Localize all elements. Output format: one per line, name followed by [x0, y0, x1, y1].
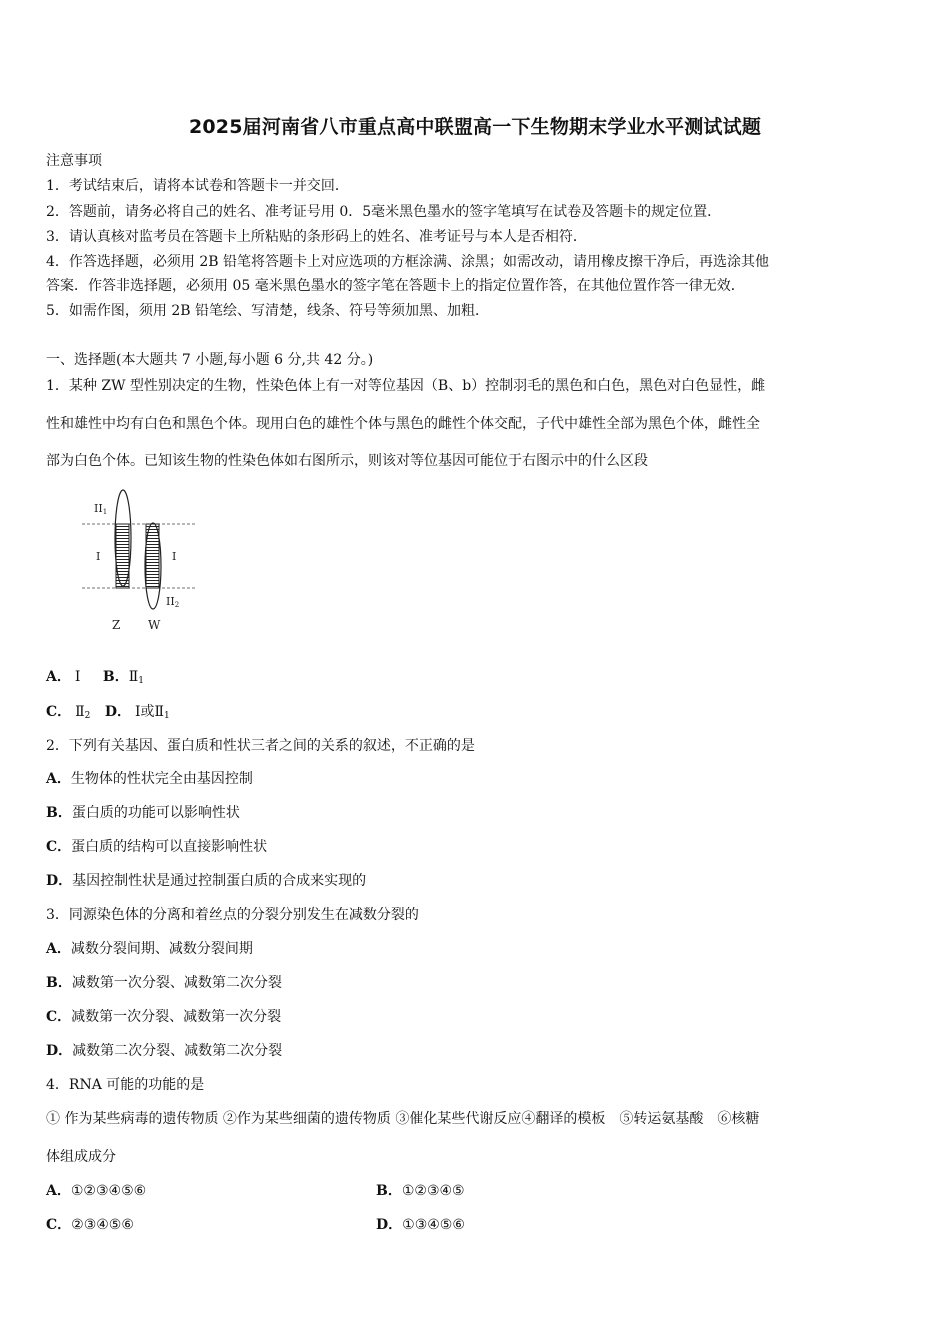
option-text: ①③④⑤⑥: [402, 1217, 465, 1233]
q3-stem: 3．同源染色体的分离和着丝点的分裂分别发生在减数分裂的: [46, 907, 419, 923]
q1-stem-line: 1．某种 ZW 型性别决定的生物，性染色体上有一对等位基因（B、b）控制羽毛的黑色和白色，黑色对白色显性，雌: [46, 378, 766, 394]
option-text: 减数第一次分裂、减数第二次分裂: [71, 975, 282, 991]
q1-options-row-1: [46, 668, 144, 690]
q3-option: [46, 940, 253, 958]
option-label: C．: [46, 839, 72, 855]
notice-item: 2．答题前，请务必将自己的姓名、准考证号用 0．5毫米黑色墨水的签字笔填写在试卷及答题卡的规定位置．: [46, 204, 722, 220]
option-d-label: D．: [104, 704, 131, 720]
q2-option: [46, 872, 366, 890]
q4-option: [46, 1216, 134, 1234]
option-a-text: Ⅰ: [74, 669, 81, 685]
option-label: D．: [376, 1217, 403, 1233]
page-title: 2025届河南省八市重点高中联盟高一下生物期末学业水平测试试题: [188, 116, 762, 138]
option-d-subscript: 1: [164, 711, 170, 721]
w-homologous-region: [146, 524, 159, 588]
q3-option: [46, 1042, 282, 1060]
option-text: 基因控制性状是通过控制蛋白质的合成来实现的: [72, 873, 367, 889]
q3-option: [46, 974, 282, 992]
q1-options-row-2: [46, 703, 170, 725]
option-c-text: Ⅱ: [75, 704, 85, 720]
option-label: D．: [46, 873, 73, 889]
option-label: B．: [46, 975, 72, 991]
q4-items-line: 体组成成分: [46, 1149, 116, 1165]
option-text: 蛋白质的结构可以直接影响性状: [71, 839, 268, 855]
notice-item: 4．作答选择题，必须用 2B 铅笔将答题卡上对应选项的方框涂满、涂黑；如需改动，请用橡皮擦干净后，再选涂其他: [46, 254, 769, 270]
notice-item: 1．考试结束后，请将本试卷和答题卡一并交回．: [46, 178, 349, 194]
option-label: A．: [46, 941, 71, 957]
section-heading: 一、选择题(本大题共 7 小题,每小题 6 分,共 42 分。): [46, 352, 374, 368]
q3-option: [46, 1008, 281, 1026]
option-label: A．: [46, 771, 71, 787]
notice-heading: 注意事项: [46, 153, 102, 169]
q1-stem-line: 性和雄性中均有白色和黑色个体。现用白色的雄性个体与黑色的雌性个体交配，子代中雄性全部为黑色个体，雌性全: [46, 416, 760, 432]
option-c-subscript: 2: [84, 711, 91, 721]
option-label: C．: [46, 1217, 72, 1233]
q2-option: [46, 838, 267, 856]
label-Z: Z: [112, 618, 121, 632]
label-W: W: [148, 618, 161, 632]
option-label: D．: [46, 1043, 73, 1059]
option-label: B．: [376, 1183, 402, 1199]
notice-item: 5．如需作图，须用 2B 铅笔绘、写清楚，线条、符号等须加黑、加粗．: [46, 303, 490, 319]
chromosome-diagram: [80, 486, 200, 636]
label-II2: II2: [166, 595, 180, 609]
q4-option: [376, 1182, 465, 1200]
z-homologous-region: [116, 524, 129, 588]
option-d-text: Ⅰ或Ⅱ: [135, 704, 165, 720]
option-text: 减数第二次分裂、减数第二次分裂: [72, 1043, 283, 1059]
q2-option: [46, 804, 240, 822]
option-text: ①②③④⑤: [401, 1183, 465, 1199]
option-label: A．: [46, 1183, 71, 1199]
option-b-label: B．: [102, 669, 129, 685]
option-text: 蛋白质的功能可以影响性状: [71, 805, 240, 821]
option-label: B．: [46, 805, 72, 821]
label-II1: II1: [94, 502, 108, 516]
q4-option: [46, 1182, 146, 1200]
option-text: 生物体的性状完全由基因控制: [70, 771, 253, 787]
option-text: ①②③④⑤⑥: [70, 1183, 147, 1199]
q4-stem: 4．RNA 可能的功能的是: [46, 1077, 205, 1093]
q4-items-line: ① 作为某些病毒的遗传物质 ②作为某些细菌的遗传物质 ③催化某些代谢反应④翻译的模板 ⑤转运氨基酸 ⑥核糖: [46, 1111, 760, 1127]
q2-stem: 2．下列有关基因、蛋白质和性状三者之间的关系的叙述，不正确的是: [46, 738, 475, 754]
option-c-label: C．: [46, 704, 72, 720]
q1-stem-line: 部为白色个体。已知该生物的性染色体如右图所示，则该对等位基因可能位于右图示中的什么区段: [46, 453, 648, 469]
sex-chromosome-figure: [80, 486, 200, 636]
notice-item: 3．请认真核对监考员在答题卡上所粘贴的条形码上的姓名、准考证号与本人是否相符．: [46, 229, 587, 245]
option-text: 减数第一次分裂、减数第一次分裂: [71, 1009, 282, 1025]
option-label: C．: [46, 1009, 72, 1025]
option-text: ②③④⑤⑥: [71, 1217, 134, 1233]
option-b-text: Ⅱ: [128, 669, 139, 685]
q4-option: [376, 1216, 465, 1234]
label-I-right: I: [172, 550, 177, 563]
option-text: 减数分裂间期、减数分裂间期: [70, 941, 253, 957]
option-a-label: A．: [46, 669, 71, 685]
notice-item: 答案．作答非选择题，必须用 05 毫米黑色墨水的签字笔在答题卡上的指定位置作答，在其他位置作答一律无效．: [46, 278, 745, 294]
option-b-subscript: 1: [138, 676, 144, 686]
label-I-left: I: [96, 550, 101, 563]
q2-option: [46, 770, 253, 788]
